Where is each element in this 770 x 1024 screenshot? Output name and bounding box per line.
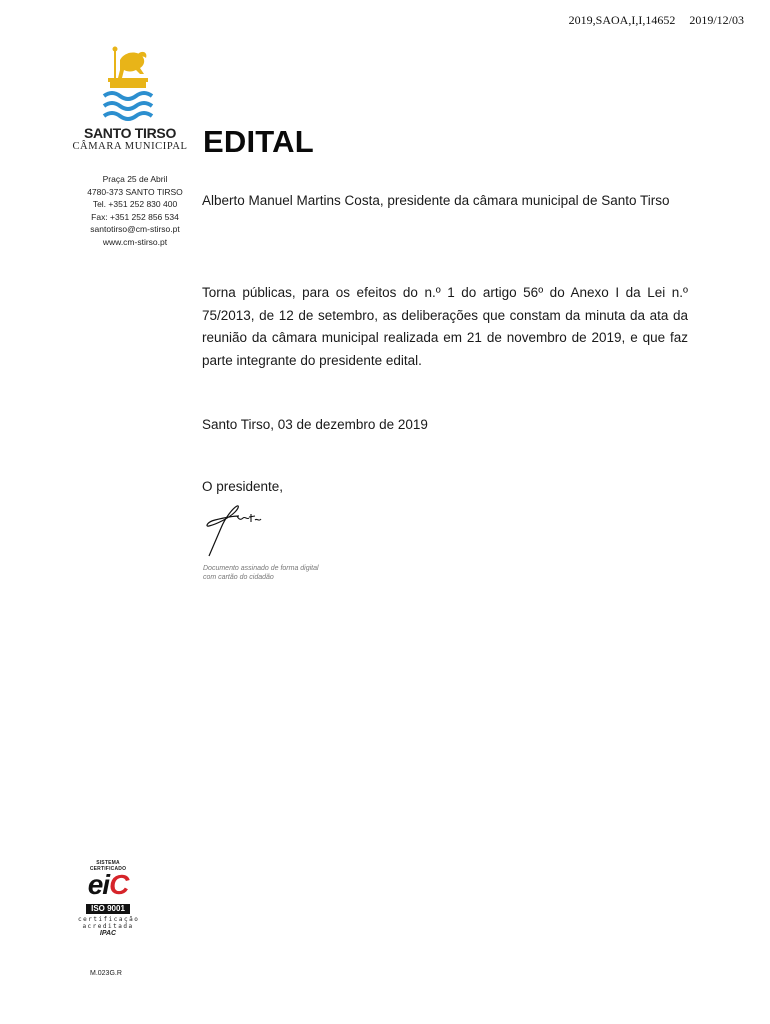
iso-standard-badge: ISO 9001 — [86, 904, 130, 914]
organization-title: SANTO TIRSO — [83, 125, 177, 141]
accreditation-text: certificação — [78, 916, 140, 923]
contact-postcode: 4780-373 SANTO TIRSO — [87, 186, 183, 197]
contact-phone: Tel. +351 252 830 400 — [92, 199, 178, 209]
paragraph-place-date: Santo Tirso, 03 de dezembro de 2019 — [202, 417, 428, 432]
certification-seal — [78, 860, 138, 937]
paragraph-president: Alberto Manuel Martins Costa, presidente da câmara municipal de Santo Tirso — [202, 193, 670, 208]
eic-logo-ei: ei — [87, 869, 110, 900]
form-code: M.023G.R — [90, 970, 122, 977]
accreditation-text: acreditada — [82, 923, 134, 930]
municipal-lion-logo — [100, 44, 160, 130]
certification-top-text: SISTEMA CERTIFICADO — [89, 860, 127, 872]
contact-website: www.cm-stirso.pt — [102, 236, 168, 247]
eic-logo — [78, 869, 138, 900]
organization-name — [60, 126, 200, 153]
signature-note-line: com cartão do cidadão — [203, 573, 274, 581]
accreditor-logo: IPAC — [99, 930, 117, 937]
contact-block — [60, 173, 210, 248]
eic-logo-c: C — [109, 869, 129, 900]
digital-signature-note — [203, 565, 319, 582]
reference-number: 2019,SAOA,I,I,14652 — [568, 13, 676, 27]
signature-note-line: Documento assinado de forma digital — [203, 565, 319, 572]
document-reference — [569, 13, 744, 28]
contact-email: santotirso@cm-stirso.pt — [90, 224, 180, 234]
contact-address: Praça 25 de Abril — [102, 174, 168, 184]
reference-date: 2019/12/03 — [689, 13, 744, 27]
paragraph-announcement: Torna públicas, para os efeitos do n.º 1 do artigo 56º do Anexo I da Lei n.º 75/2013, de 12 de setembro, as deliberações que constam da minuta da ata da reunião da câmara municipal realizada em 21 de novembro de 2019, e que faz parte integrante do presidente edital. — [202, 285, 688, 368]
contact-fax: Fax: +351 252 856 534 — [91, 211, 179, 222]
organization-subtitle: CÂMARA MUNICIPAL — [72, 141, 188, 152]
paragraph-signatory: O presidente, — [202, 479, 284, 494]
document-title: EDITAL — [203, 124, 314, 159]
handwritten-signature — [203, 498, 267, 558]
